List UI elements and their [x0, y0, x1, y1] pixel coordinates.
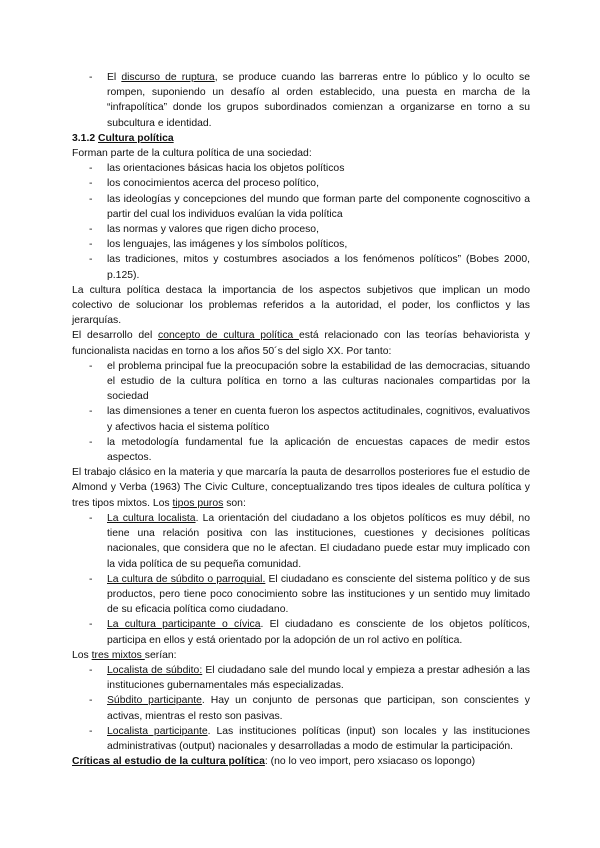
document-page	[72, 70, 530, 769]
underlined-term: La cultura participante o cívica	[107, 619, 261, 631]
rupture-list	[72, 70, 530, 131]
section-heading	[72, 131, 530, 146]
text: El ciudadano es consciente del sistema político y de sus productos, pero tiene poco conocimiento sobre las instituciones y un sentido muy limitado de su eficacia política como ciudadano.	[107, 573, 530, 616]
paragraph: La cultura política destaca la importancia de los aspectos subjetivos que implican un modo colectivo de solucionar los problemas referidos a la autoridad, el poder, los conflictos y las jerarquías.	[72, 284, 530, 327]
text: . La orientación del ciudadano a los objetos políticos es muy débil, no tiene una relación positiva con las instituciones, cuestiones y decisiones políticas nacionales, que considera que no le afectan. El ciudadano puede estar muy implicado con la vida política de su pequeña comunidad.	[107, 512, 530, 570]
text: El trabajo clásico en la materia y que marcaría la pauta de desarrollos posteriores fue el estudio de Almond y Verba (1963) The Civic Culture, conceptualizando tres tipos ideales de cultura política y tres tipos mixtos. Los	[72, 467, 530, 509]
underlined-term: concepto de cultura política	[158, 330, 299, 342]
text: . Hay un conjunto de personas que participan, son conscientes y activas, mientras el resto son pasivas.	[107, 695, 530, 722]
underlined-term: Localista participante	[107, 725, 208, 737]
paragraph	[72, 648, 530, 663]
development-list	[72, 359, 530, 465]
list-item: - las tradiciones, mitos y costumbres asociados a los fenómenos políticos” (Bobes 2000, p.125).	[72, 252, 530, 282]
list-item: - la metodología fundamental fue la aplicación de encuestas capaces de medir estos aspectos.	[72, 435, 530, 465]
mixed-types-list	[72, 663, 530, 754]
list-item: - los conocimientos acerca del proceso político,	[72, 176, 530, 191]
text: El ciudadano sale del mundo local y empieza a prestar adhesión a las instituciones gubernamentales más especializadas.	[107, 664, 531, 692]
list-item: - las orientaciones básicas hacia los objetos políticos	[72, 161, 530, 176]
underlined-term: tres mixtos	[91, 649, 145, 661]
intro-paragraph: Forman parte de la cultura política de una sociedad:	[72, 148, 312, 160]
list-item	[72, 511, 530, 572]
section-number: 3.1.2	[72, 132, 96, 144]
list-item: - las ideologías y concepciones del mundo que forman parte del componente cognoscitivo a partir del cual los individuos evalúan la vida política	[72, 192, 530, 222]
text: , se produce cuando las barreras entre lo público y lo oculto se rompen, suponiendo un desafío al orden establecido, una puesta en marcha de la “infrapolítica” donde los grupos subordinados comienzan a organizarse en torno a su subcultura e identidad.	[107, 72, 530, 129]
components-list	[72, 161, 530, 283]
text: serían:	[144, 649, 177, 661]
text: . Las instituciones políticas (input) son locales y las instituciones administrativas (output) nacionales y desarrolladas a modo de estimular la participación.	[107, 725, 530, 752]
pure-types-list	[72, 511, 530, 648]
list-item	[72, 572, 530, 618]
underlined-term: Súbdito participante	[107, 695, 202, 707]
text: : (no lo veo import, pero xsiacaso os lopongo)	[264, 756, 476, 768]
text: El	[107, 72, 122, 83]
paragraph	[72, 328, 530, 358]
list-item: - las dimensiones a tener en cuenta fueron los aspectos actitudinales, cognitivos, evaluativos y afectivos hacia el sistema político	[72, 404, 530, 434]
underlined-term: La cultura de súbdito o parroquial.	[107, 573, 266, 585]
list-item: - el problema principal fue la preocupación sobre la estabilidad de las democracias, situando el estudio de la cultura política en torno a las culturas nacionales compartidas por la sociedad	[72, 359, 530, 405]
underlined-term: Localista de súbdito:	[107, 664, 203, 676]
paragraph	[72, 465, 530, 511]
text: Los	[72, 649, 92, 661]
underlined-term: discurso de ruptura	[121, 72, 215, 83]
text: son:	[223, 497, 246, 509]
text: . El ciudadano es consciente de los objetos políticos, participa en ellos y está orientado por la adopción de un rol activo en política.	[107, 619, 530, 646]
critics-line	[72, 754, 530, 769]
underlined-term: La cultura localista	[107, 512, 196, 524]
list-item	[72, 70, 530, 131]
underlined-term: tipos puros	[172, 497, 224, 509]
list-item	[72, 724, 530, 754]
section-title: Cultura política	[98, 132, 174, 144]
list-item	[72, 693, 530, 723]
text: está relacionado con las teorías behaviorista y funcionalista nacidas en torno a los años 50´s del siglo XX. Por tanto:	[72, 330, 530, 357]
list-item	[72, 663, 530, 693]
critics-title: Críticas al estudio de la cultura política	[72, 756, 265, 768]
list-item	[72, 617, 530, 647]
list-item: - los lenguajes, las imágenes y los símbolos políticos,	[72, 237, 530, 252]
text: El desarrollo del	[72, 330, 159, 342]
list-item: - las normas y valores que rigen dicho proceso,	[72, 222, 530, 237]
